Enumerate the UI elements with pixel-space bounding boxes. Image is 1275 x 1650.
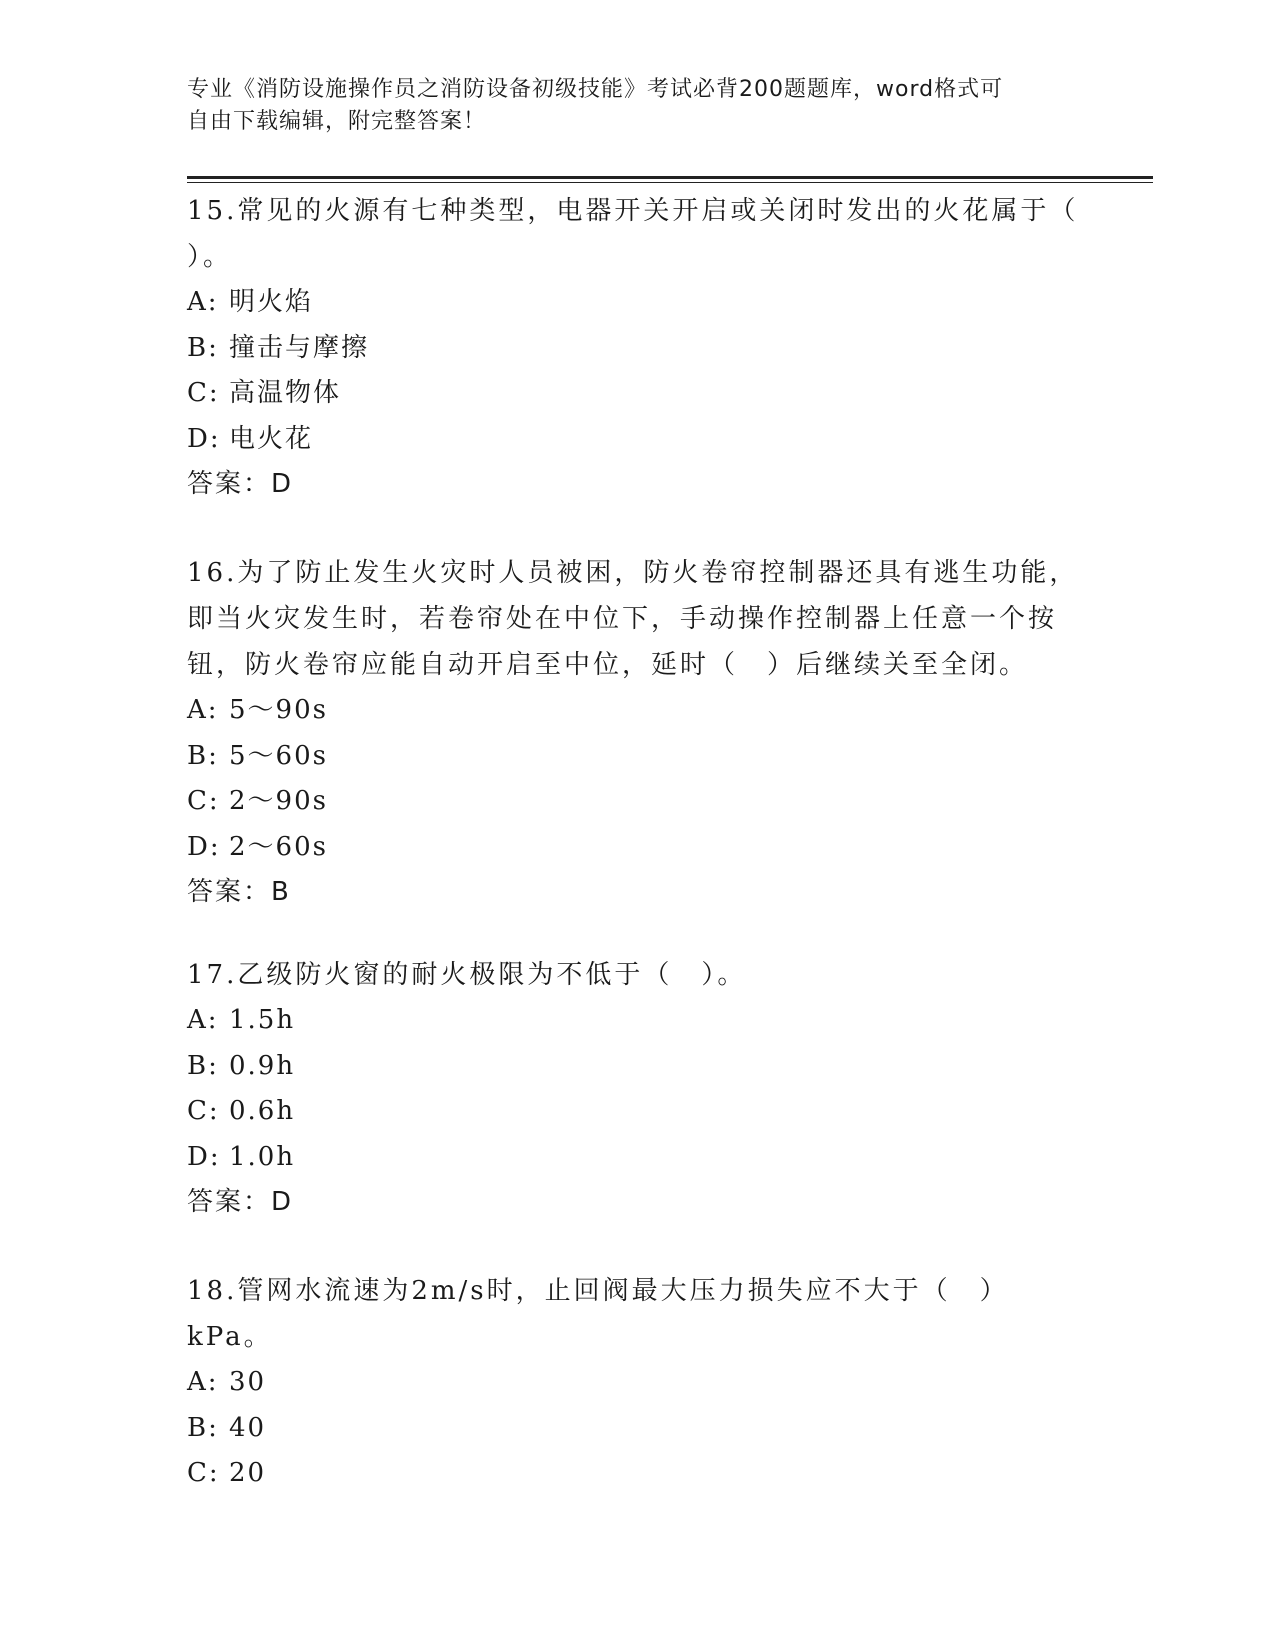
option-text: 5～60s xyxy=(229,740,328,771)
option-b xyxy=(187,1044,1087,1090)
option-text: 撞击与摩擦 xyxy=(229,332,370,363)
option-c xyxy=(187,1451,1087,1497)
option-c xyxy=(187,371,1087,417)
option-key: C: xyxy=(187,378,220,408)
option-b xyxy=(187,734,1087,780)
option-text: 高温物体 xyxy=(229,378,342,408)
option-a xyxy=(187,280,1087,326)
answer-line: 答案：D xyxy=(187,469,294,499)
option-key: A: xyxy=(187,287,219,317)
option-text: 电火花 xyxy=(229,423,314,454)
option-text: 0.6h xyxy=(229,1096,296,1126)
option-b xyxy=(187,326,1087,372)
question-18 xyxy=(187,1268,1087,1497)
answer-line: 答案：D xyxy=(187,1187,294,1217)
option-text: 1.0h xyxy=(229,1141,296,1172)
option-b xyxy=(187,1406,1087,1452)
question-stem: 16.为了防止发生火灾时人员被困，防火卷帘控制器还具有逃生功能， xyxy=(187,558,1079,588)
option-d xyxy=(187,825,1087,871)
question-stem: 钮，防火卷帘应能自动开启至中位，延时（ ）后继续关至全闭。 xyxy=(187,650,1029,680)
question-stem: 即当火灾发生时，若卷帘处在中位下，手动操作控制器上任意一个按 xyxy=(187,604,1058,634)
option-key: A: xyxy=(187,1367,219,1397)
option-key: D: xyxy=(187,831,221,862)
answer-line: 答案：B xyxy=(187,877,291,907)
option-text: 2～90s xyxy=(229,786,328,816)
option-text: 明火焰 xyxy=(229,287,314,317)
option-d xyxy=(187,417,1087,463)
header-line-1: 专业《消防设施操作员之消防设备初级技能》考试必背200题题库，word格式可 xyxy=(187,77,1004,102)
option-c xyxy=(187,779,1087,825)
option-key: C: xyxy=(187,1458,220,1488)
question-15 xyxy=(187,188,1087,508)
option-text: 20 xyxy=(229,1458,267,1488)
option-c xyxy=(187,1089,1087,1135)
option-a xyxy=(187,998,1087,1044)
question-16 xyxy=(187,550,1087,916)
option-key: B: xyxy=(187,1050,219,1081)
question-17 xyxy=(187,952,1087,1226)
header-line-2: 自由下载编辑，附完整答案！ xyxy=(187,109,487,134)
option-a xyxy=(187,1360,1087,1406)
option-key: C: xyxy=(187,786,220,816)
question-stem: ）。 xyxy=(187,242,233,272)
question-stem: 18.管网水流速为2m/s时，止回阀最大压力损失应不大于（ ）kPa。 xyxy=(187,1276,1009,1352)
option-key: A: xyxy=(187,1005,219,1035)
option-text: 5～90s xyxy=(229,695,328,725)
option-key: B: xyxy=(187,1412,219,1443)
question-stem: 15.常见的火源有七种类型，电器开关开启或关闭时发出的火花属于（ xyxy=(187,196,1079,226)
option-key: A: xyxy=(187,695,219,725)
option-d xyxy=(187,1135,1087,1181)
option-a xyxy=(187,688,1087,734)
option-key: D: xyxy=(187,423,221,454)
option-key: B: xyxy=(187,332,219,363)
option-text: 1.5h xyxy=(229,1005,296,1035)
document-header xyxy=(187,74,1067,138)
option-text: 30 xyxy=(229,1367,267,1397)
header-divider-thin xyxy=(187,182,1153,183)
option-key: B: xyxy=(187,740,219,771)
header-divider-thick xyxy=(187,176,1153,179)
option-key: D: xyxy=(187,1141,221,1172)
option-key: C: xyxy=(187,1096,220,1126)
question-stem: 17.乙级防火窗的耐火极限为不低于（ ）。 xyxy=(187,960,747,990)
option-text: 40 xyxy=(229,1412,267,1443)
option-text: 0.9h xyxy=(229,1050,296,1081)
option-text: 2～60s xyxy=(229,831,328,862)
